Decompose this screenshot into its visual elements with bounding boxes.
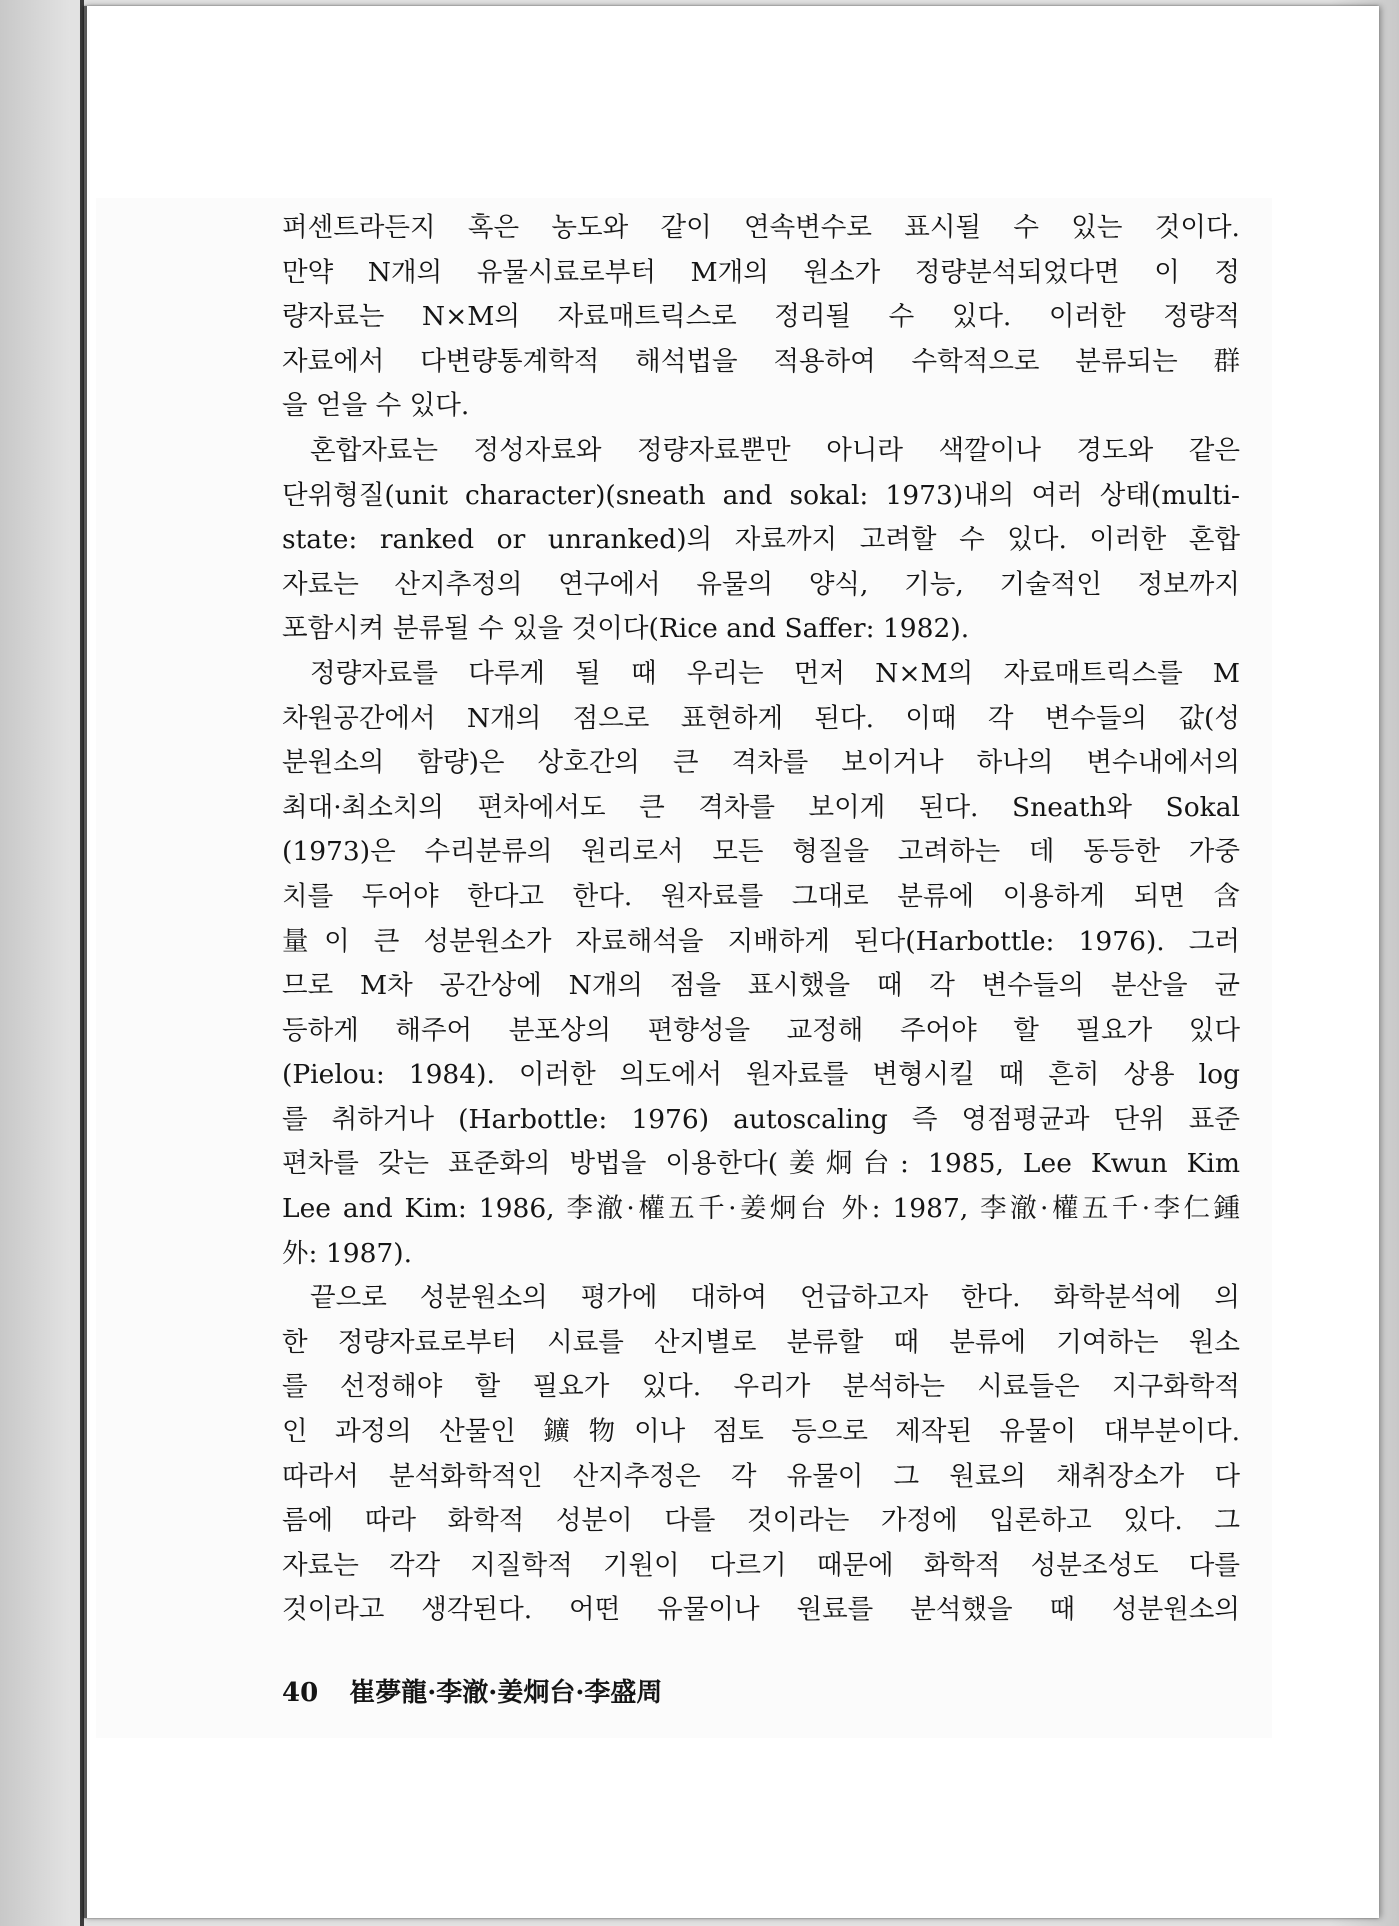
text-line: 量이 큰 성분원소가 자료해석을 지배하게 된다(Harbottle: 1976). 그러 (282, 925, 1240, 957)
text-line: 치를 두어야 한다고 한다. 원자료를 그대로 분류에 이용하게 되면 含 (282, 880, 1240, 912)
text-line: Lee and Kim: 1986, 李澈·權五千·姜炯台 外: 1987, 李澈·權五千·李仁鍾 (282, 1193, 1240, 1225)
text-line: 름에 따라 화학적 성분이 다를 것이라는 가정에 입론하고 있다. 그 (282, 1505, 1240, 1537)
running-author-line: 崔夢龍·李澈·姜炯台·李盛周 (349, 1678, 663, 1708)
page-footer (282, 1672, 662, 1709)
paragraph (282, 1276, 1240, 1633)
text-line: 外: 1987). (282, 1237, 413, 1269)
text-line: 량자료는 N×M의 자료매트릭스로 정리될 수 있다. 이러한 정량적 (282, 301, 1240, 333)
text-line: 끝으로 성분원소의 평가에 대하여 언급하고자 한다. 화학분석에 의 (310, 1282, 1240, 1314)
text-line: 편차를 갖는 표준화의 방법을 이용한다(姜炯台: 1985, Lee Kwun Kim (282, 1148, 1240, 1180)
page-number: 40 (282, 1678, 319, 1708)
paragraph (282, 429, 1240, 652)
paragraph (282, 206, 1240, 429)
text-line: 므로 M차 공간상에 N개의 점을 표시했을 때 각 변수들의 분산을 균 (282, 970, 1240, 1002)
text-line: 최대·최소치의 편차에서도 큰 격차를 보이게 된다. Sneath와 Sokal (282, 791, 1240, 823)
text-line: (Pielou: 1984). 이러한 의도에서 원자료를 변형시킬 때 흔히 상용 log (282, 1059, 1240, 1091)
text-line: 등하게 해주어 분포상의 편향성을 교정해 주어야 할 필요가 있다 (282, 1014, 1240, 1046)
text-line: 을 얻을 수 있다. (282, 390, 470, 422)
text-line: 자료는 각각 지질학적 기원이 다르기 때문에 화학적 성분조성도 다를 (282, 1549, 1240, 1581)
text-line: 것이라고 생각된다. 어떤 유물이나 원료를 분석했을 때 성분원소의 (282, 1594, 1240, 1626)
text-line: 를 선정해야 할 필요가 있다. 우리가 분석하는 시료들은 지구화학적 (282, 1371, 1240, 1403)
text-line: 인 과정의 산물인 鑛物이나 점토 등으로 제작된 유물이 대부분이다. (282, 1416, 1240, 1448)
text-line: 정량자료를 다루게 될 때 우리는 먼저 N×M의 자료매트릭스를 M (310, 657, 1240, 689)
text-line: 자료는 산지추정의 연구에서 유물의 양식, 기능, 기술적인 정보까지 (282, 568, 1240, 600)
text-line: 따라서 분석화학적인 산지추정은 각 유물이 그 원료의 채취장소가 다 (282, 1460, 1240, 1492)
text-line: (1973)은 수리분류의 원리로서 모든 형질을 고려하는 데 동등한 가중 (282, 836, 1240, 868)
text-line: 퍼센트라든지 혹은 농도와 같이 연속변수로 표시될 수 있는 것이다. (282, 212, 1240, 243)
text-line: 한 정량자료로부터 시료를 산지별로 분류할 때 분류에 기여하는 원소 (282, 1326, 1240, 1358)
text-line: 만약 N개의 유물시료로부터 M개의 원소가 정량분석되었다면 이 정 (282, 256, 1240, 288)
text-line: state: ranked or unranked)의 자료까지 고려할 수 있다. 이러한 혼합 (282, 524, 1240, 556)
text-line: 포함시켜 분류될 수 있을 것이다(Rice and Saffer: 1982). (282, 613, 970, 645)
text-line: 분원소의 함량)은 상호간의 큰 격차를 보이거나 하나의 변수내에서의 (282, 747, 1240, 779)
text-line: 단위형질(unit character)(sneath and sokal: 1973)내의 여러 상태(multi- (282, 479, 1240, 511)
page-body-text (282, 206, 1240, 1633)
paragraph (282, 652, 1240, 1276)
text-line: 혼합자료는 정성자료와 정량자료뿐만 아니라 색깔이나 경도와 같은 (310, 434, 1240, 466)
text-line: 차원공간에서 N개의 점으로 표현하게 된다. 이때 각 변수들의 값(성 (282, 702, 1240, 734)
text-line: 자료에서 다변량통계학적 해석법을 적용하여 수학적으로 분류되는 群 (282, 345, 1240, 377)
text-line: 를 취하거나 (Harbottle: 1976) autoscaling 즉 영점평균과 단위 표준 (282, 1103, 1240, 1135)
